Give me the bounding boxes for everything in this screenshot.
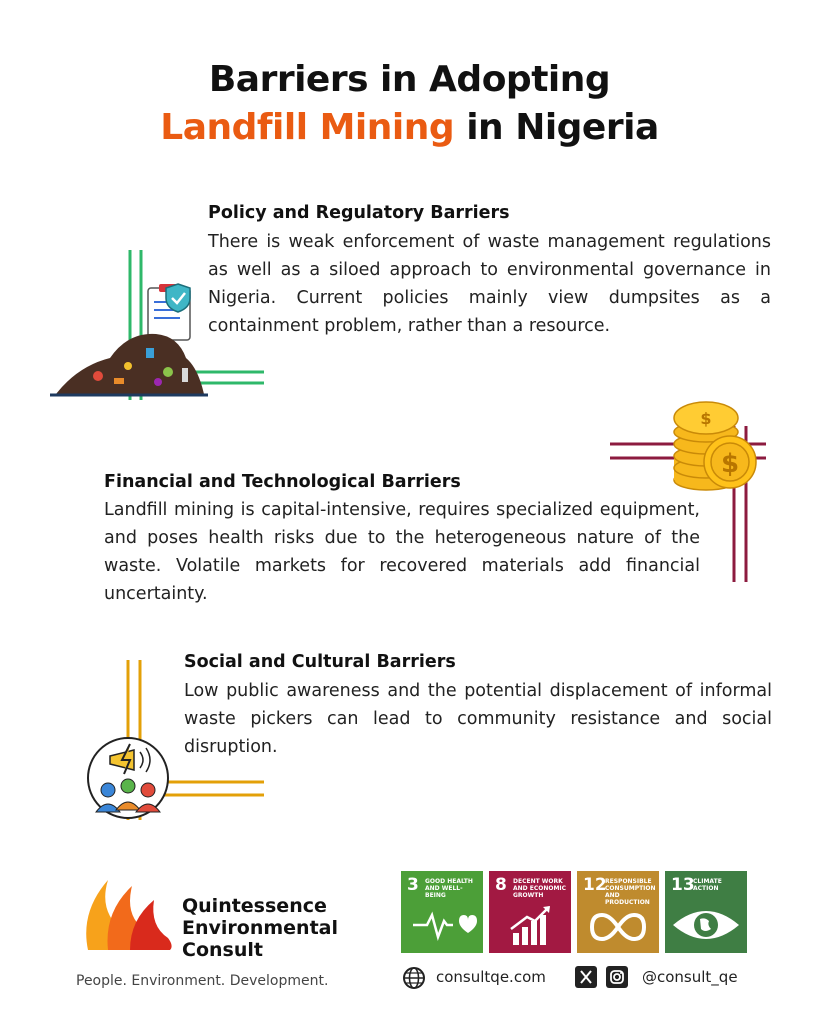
section-body-social: Low public awareness and the potential displacement of informal waste pickers can lead to community resistance and social disruption. — [184, 681, 772, 757]
eye-globe-icon — [665, 899, 747, 953]
sdg-tile-13 — [665, 871, 747, 953]
svg-text:$: $ — [700, 409, 712, 428]
title-line-1: Barriers in Adopting — [208, 59, 611, 100]
brand-name-line-3: Consult — [182, 939, 263, 961]
section-body-financial: Landfill mining is capital-intensive, requires specialized equipment, and poses health risks due to the heterogeneous nature of the waste. Volatile markets for recovered materials add financial uncertainty. — [104, 500, 700, 604]
svg-text:$: $ — [720, 449, 740, 479]
website-link[interactable]: consultqe.com — [436, 968, 546, 986]
sdg-number: 13 — [671, 875, 695, 895]
x-social-icon[interactable] — [575, 966, 597, 988]
brand-tagline: People. Environment. Development. — [76, 973, 329, 989]
title-rest: in Nigeria — [454, 107, 659, 148]
title-line-2 — [0, 106, 819, 150]
infinity-icon — [577, 899, 659, 953]
growth-chart-icon — [489, 899, 571, 953]
brand-logo-icon — [78, 872, 174, 952]
heartbeat-icon — [401, 899, 483, 953]
section-heading-financial: Financial and Technological Barriers — [104, 472, 461, 492]
section-heading-policy: Policy and Regulatory Barriers — [208, 203, 510, 223]
sdg-label: CLIMATE ACTION — [693, 878, 722, 892]
sdg-number: 8 — [495, 875, 507, 895]
sdg-number: 3 — [407, 875, 419, 895]
sdg-label: RESPONSIBLE CONSUMPTION AND PRODUCTION — [605, 878, 656, 906]
brand-name-line-1: Quintessence — [182, 895, 327, 917]
instagram-icon[interactable] — [606, 966, 628, 988]
sdg-tile-8 — [489, 871, 571, 953]
section-heading-social: Social and Cultural Barriers — [184, 652, 456, 672]
social-handle[interactable]: @consult_qe — [642, 968, 738, 986]
brand-name-line-2: Environmental — [182, 917, 338, 939]
brand-name — [182, 895, 338, 961]
sdg-tile-3 — [401, 871, 483, 953]
globe-icon — [402, 966, 426, 990]
sdg-number: 12 — [583, 875, 607, 895]
title-accent: Landfill Mining — [160, 107, 455, 148]
sdg-label: GOOD HEALTH AND WELL-BEING — [425, 878, 473, 899]
section-body-policy: There is weak enforcement of waste management regulations as well as a siloed approach to environmental governance in Nigeria. Current policies mainly view dumpsites as a containment problem, rather than a resource. — [208, 232, 771, 336]
sdg-label: DECENT WORK AND ECONOMIC GROWTH — [513, 878, 567, 899]
sdg-tile-12 — [577, 871, 659, 953]
